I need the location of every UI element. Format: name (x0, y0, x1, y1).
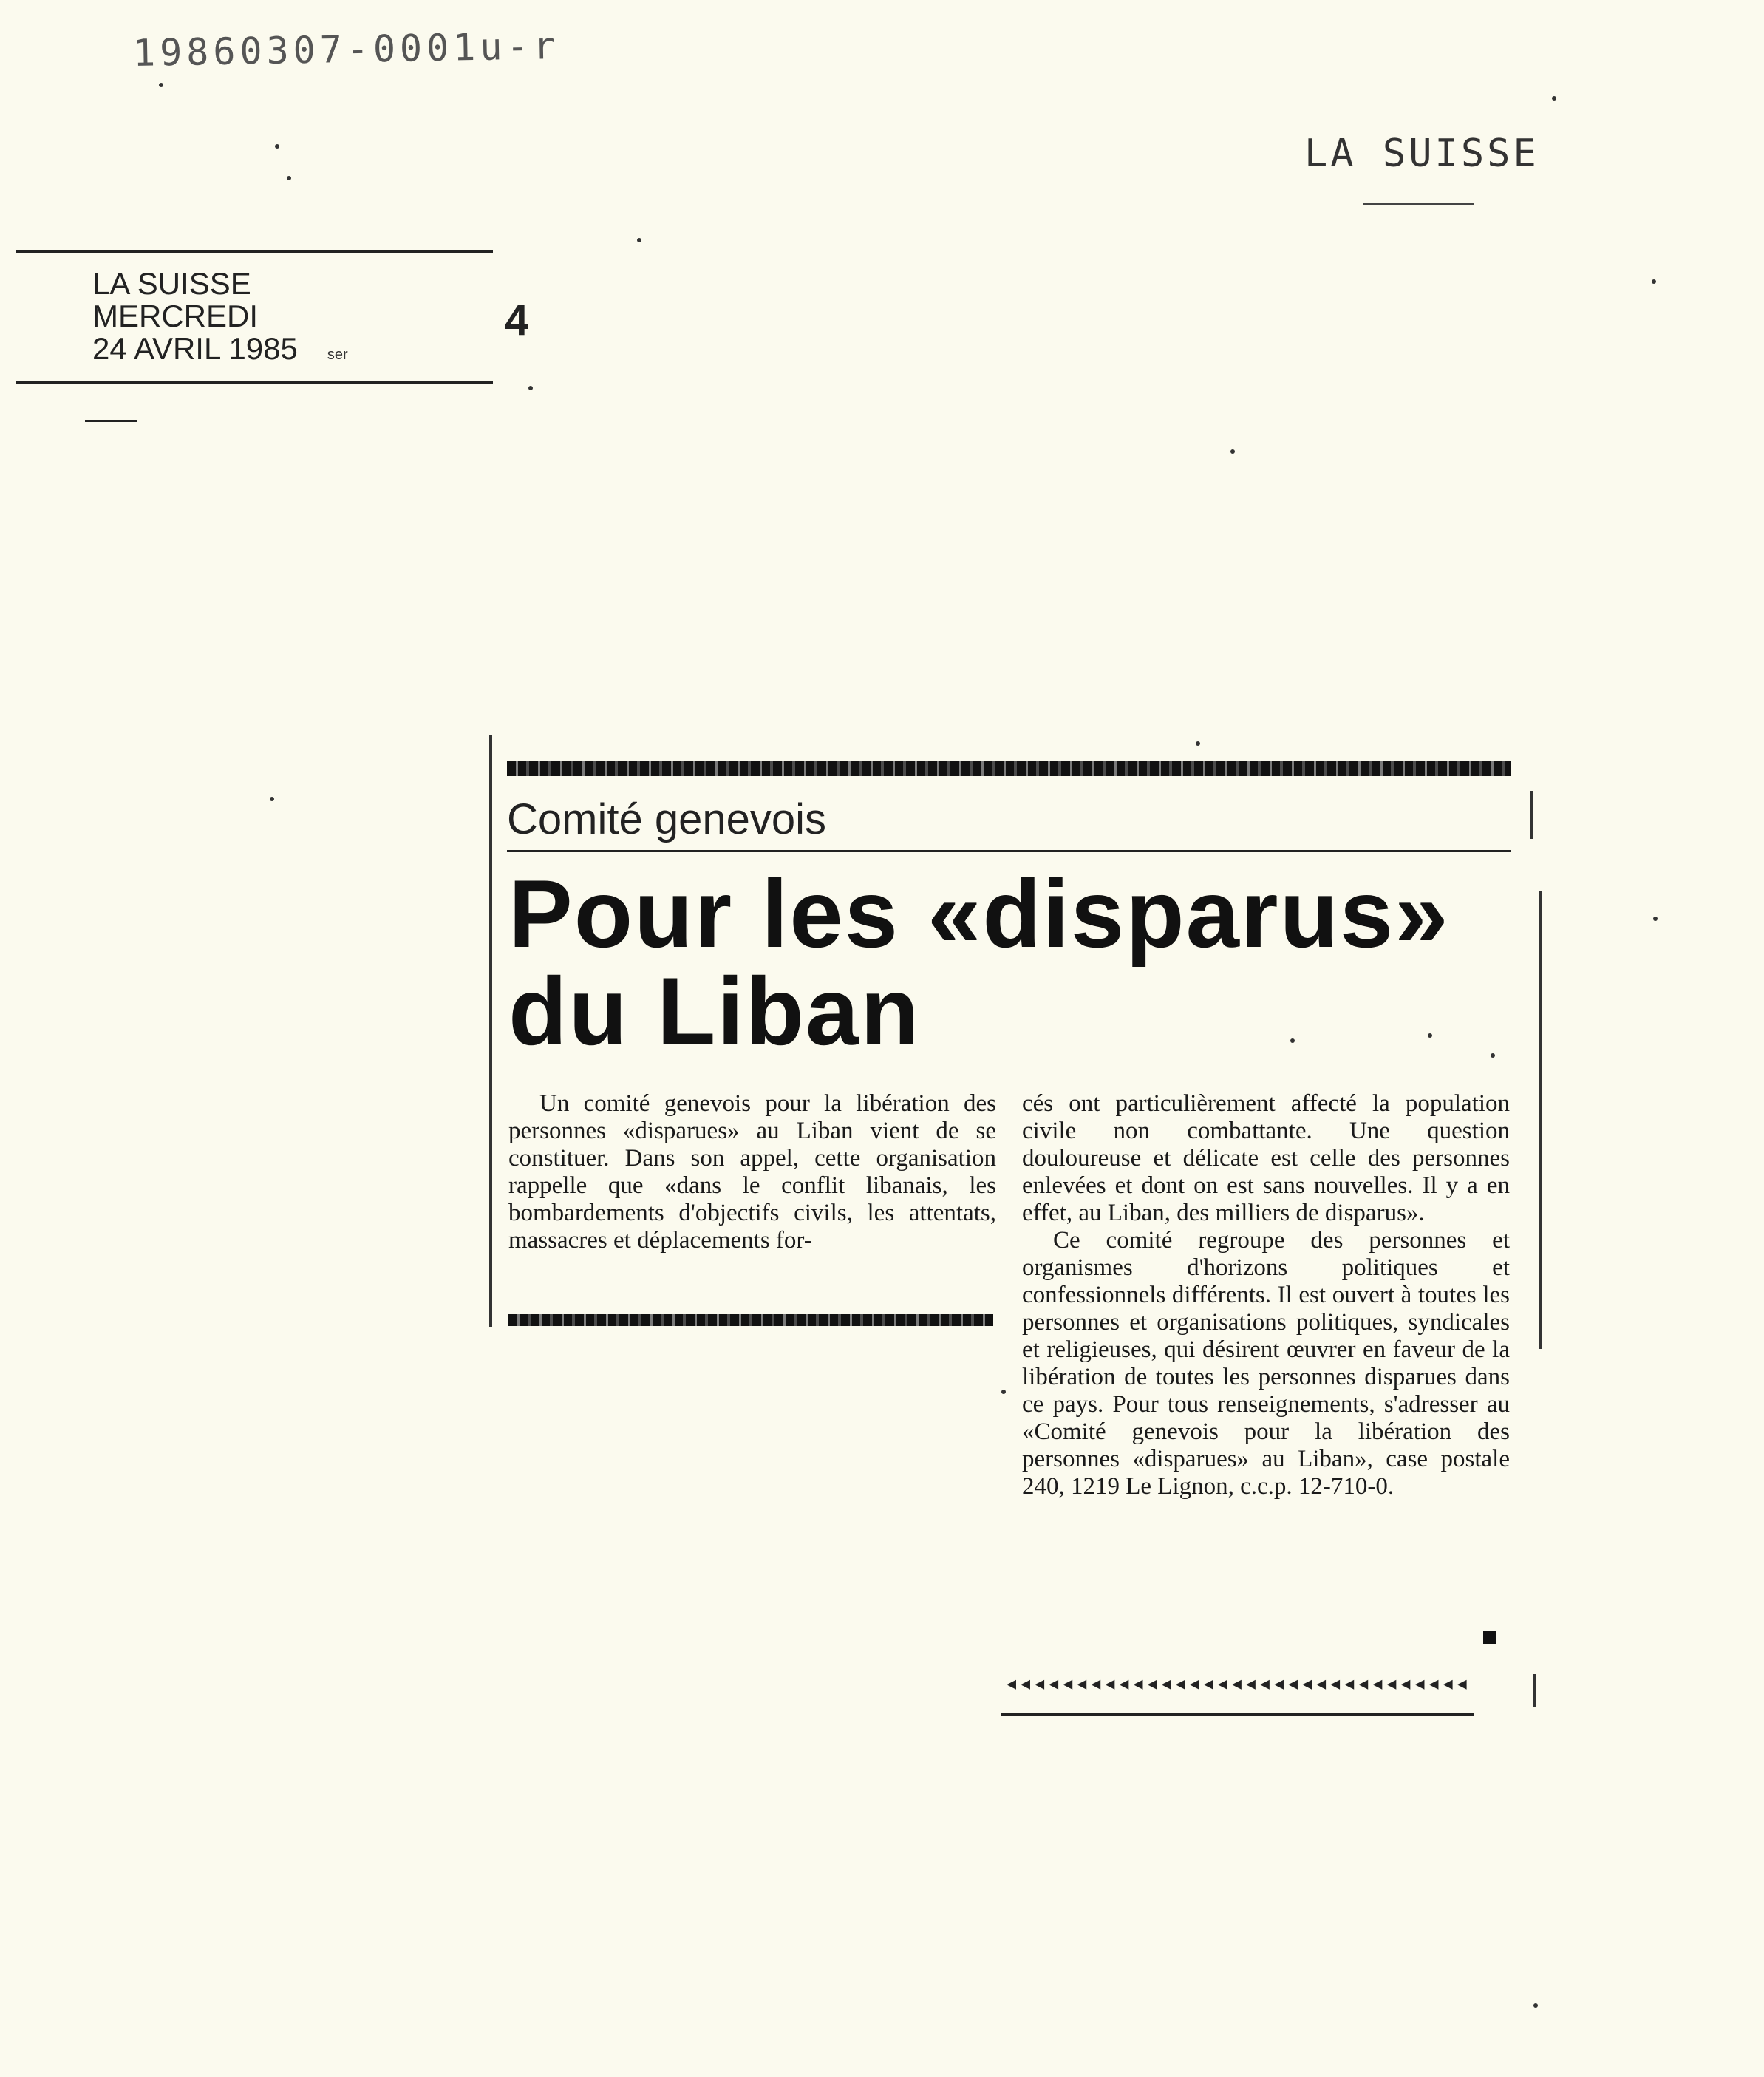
article-end-right-mark (1533, 1674, 1536, 1707)
headline-line-1: Pour les «disparus» (508, 860, 1450, 968)
speck (1491, 1053, 1495, 1058)
headline-line-2: du Liban (508, 957, 921, 1065)
archive-reference-note: 19860307-0001u-r (132, 24, 561, 75)
masthead-bottom-rule (16, 381, 493, 384)
masthead-paper: LA SUISSE (92, 266, 251, 301)
masthead-top-rule (16, 250, 493, 253)
article-right-border (1530, 791, 1533, 839)
speck (1230, 449, 1235, 454)
speck (1552, 96, 1556, 101)
speck (1533, 2003, 1538, 2008)
speck (275, 144, 279, 149)
speck (528, 386, 533, 390)
masthead-date: 24 AVRIL 1985 (92, 331, 298, 366)
speck (1428, 1033, 1432, 1038)
article-right-border-lower (1539, 891, 1542, 1349)
article-kicker: Comité genevois (507, 795, 826, 843)
article-end-arrows: ◂◂◂◂◂◂◂◂◂◂◂◂◂◂◂◂◂◂◂◂◂◂◂◂◂◂◂◂◂◂◂◂◂ (1007, 1672, 1471, 1694)
speck (1290, 1038, 1295, 1043)
speck (1652, 279, 1656, 284)
article-column-1 (508, 1090, 996, 1254)
article-end-rule (1001, 1713, 1474, 1716)
article-end-mark (1483, 1631, 1496, 1644)
speck (1653, 917, 1658, 921)
masthead (92, 268, 348, 371)
speck (159, 83, 163, 87)
column-2-paragraph-1: cés ont particulièrement affecté la population civile non combattante. Une question douloureuse et délicate est celle des personnes enlevées et dont on est sans nouvelles. Il y a en effet, au Liban, des milliers de disparus». (1022, 1090, 1510, 1226)
column-2-paragraph-2: Ce comité regroupe des personnes et organismes d'horizons politiques et confessionnels différents. Il est ouvert à toutes les personnes et organisations politiques, syndicales et religieuses, qui désirent œuvrer en faveur de la libération de toutes les personnes disparues dans ce pays. Pour tous renseignements, s'adresser au «Comité genevois pour la libération des personnes «disparues» au Liban», case postale 240, 1219 Le Lignon, c.c.p. 12-710-0. (1022, 1227, 1510, 1500)
article-column-1-end-bar (508, 1314, 993, 1326)
article-column-2 (1022, 1090, 1510, 1500)
masthead-day: MERCREDI (92, 299, 259, 333)
speck (270, 797, 274, 801)
speck (637, 238, 641, 242)
page-number: 4 (505, 296, 529, 344)
masthead-short-rule (85, 420, 137, 422)
article-top-deco-bar (507, 761, 1511, 776)
source-note: LA SUISSE (1304, 132, 1539, 176)
speck (1196, 741, 1200, 746)
article-left-border (489, 735, 492, 1327)
speck (1001, 1390, 1006, 1394)
source-note-underline (1363, 203, 1474, 205)
speck (287, 176, 291, 180)
kicker-rule (507, 850, 1511, 852)
article-headline (508, 860, 1450, 1065)
masthead-initials: ser (327, 347, 348, 363)
column-1-paragraph: Un comité genevois pour la libération des personnes «disparues» au Liban vient de se constituer. Dans son appel, cette organisation rappelle que «dans le conflit libanais, les bombardements d'objectifs civils, les attentats, massacres et déplacements for- (508, 1090, 996, 1254)
